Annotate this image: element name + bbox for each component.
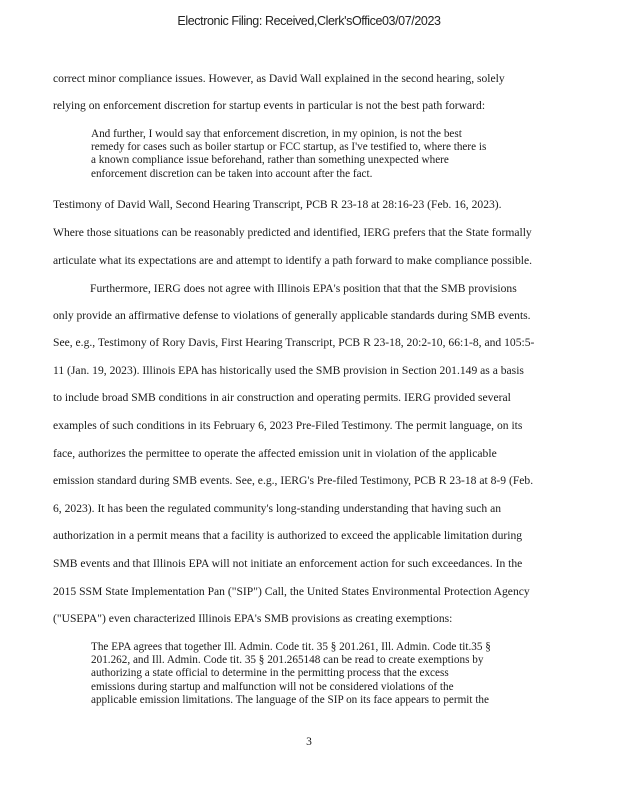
quote-line: emissions during startup and malfunction will not be considered violations of the [91, 680, 454, 693]
quote-line: enforcement discretion can be taken into account after the fact. [91, 167, 373, 180]
block-quote-usepa [91, 641, 491, 707]
body-line: articulate what its expectations are and attempt to identify a path forward to make compliance possible. [53, 254, 533, 267]
body-line: See, e.g., Testimony of Rory Davis, First Hearing Transcript, PCB R 23-18, 20:2-10, 66:1-8, and 105:5- [53, 336, 535, 349]
block-quote-wall [91, 128, 486, 181]
quote-line: And further, I would say that enforcement discretion, in my opinion, is not the best [91, 128, 462, 140]
quote-line: The EPA agrees that together Ill. Admin. Code tit. 35 § 201.261, Ill. Admin. Code tit.35 § [91, 641, 491, 653]
body-line: 11 (Jan. 19, 2023). Illinois EPA has historically used the SMB provision in Section 201.149 as a basis [53, 364, 524, 377]
electronic-filing-header: Electronic Filing: Received,Clerk'sOffice03/07/2023 [177, 14, 441, 28]
quote-line: authorizing a state official to determine in the permitting process that the excess [91, 667, 449, 680]
quote-line: 201.262, and Ill. Admin. Code tit. 35 § 201.265148 can be read to create exemptions by [91, 654, 484, 667]
page-number: 3 [306, 736, 312, 748]
body-line: only provide an affirmative defense to violations of generally applicable standards during SMB events. [53, 309, 531, 322]
quote-line: a known compliance issue beforehand, rather than something unexpected where [91, 154, 449, 167]
quote-line: applicable emission limitations. The language of the SIP on its face appears to permit the [91, 693, 489, 706]
body-line: SMB events and that Illinois EPA will not initiate an enforcement action for such exceedances. In the [53, 557, 523, 570]
body-line: emission standard during SMB events. See, e.g., IERG's Pre-filed Testimony, PCB R 23-18 at 8-9 (Feb. [53, 474, 534, 487]
body-line: examples of such conditions in its February 6, 2023 Pre-Filed Testimony. The permit language, on its [53, 419, 523, 432]
body-line: ("USEPA") even characterized Illinois EPA's SMB provisions as creating exemptions: [53, 612, 453, 625]
body-line: Testimony of David Wall, Second Hearing Transcript, PCB R 23-18 at 28:16-23 (Feb. 16, 2023). [53, 198, 502, 211]
body-line: Where those situations can be reasonably predicted and identified, IERG prefers that the State formally [53, 226, 532, 239]
body-line: relying on enforcement discretion for startup events in particular is not the best path forward: [53, 99, 486, 112]
body-line: authorization in a permit means that a facility is authorized to exceed the applicable limitation during [53, 529, 523, 542]
body-line: correct minor compliance issues. However, as David Wall explained in the second hearing, solely [53, 72, 505, 85]
body-line: to include broad SMB conditions in air construction and operating permits. IERG provided several [53, 391, 511, 404]
body-line: 6, 2023). It has been the regulated community's long-standing understanding that having such an [53, 502, 502, 515]
body-line: 2015 SSM State Implementation Pan ("SIP") Call, the United States Environmental Protection Agency [53, 585, 530, 598]
quote-line: remedy for cases such as boiler startup or FCC startup, as I've testified to, where there is [91, 141, 487, 154]
body-line: face, authorizes the permittee to operate the affected emission unit in violation of the applicable [53, 447, 497, 460]
body-line: Furthermore, IERG does not agree with Illinois EPA's position that that the SMB provisions [90, 282, 517, 295]
